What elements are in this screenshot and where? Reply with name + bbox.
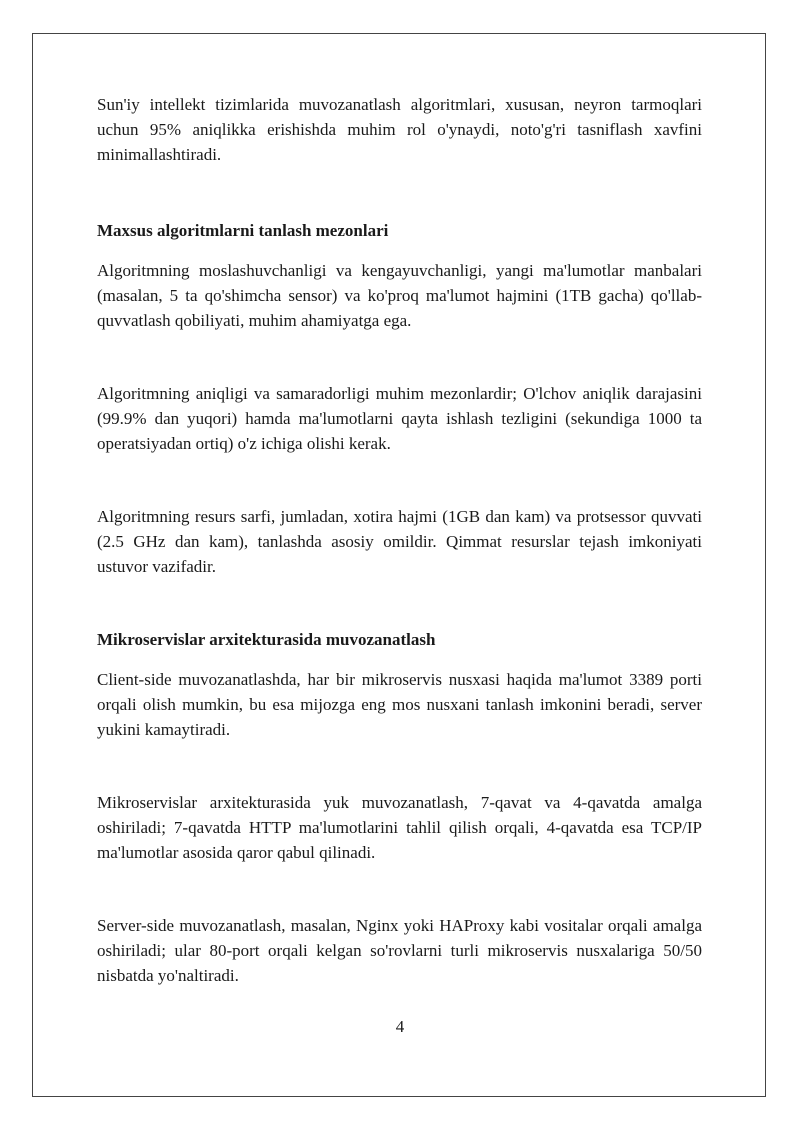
heading-microservices-balancing: Mikroservislar arxitekturasida muvozanatlash <box>97 630 436 649</box>
paragraph-layer-balancing: Mikroservislar arxitekturasida yuk muvozanatlash, 7-qavat va 4-qavatda amalga oshiriladi; 7-qavatda HTTP ma'lumotlarini tahlil qilish orqali, 4-qavatda esa TCP/IP ma'lumotlar asosida qaror qabul qilinadi. <box>97 793 702 862</box>
paragraph-accuracy-efficiency: Algoritmning aniqligi va samaradorligi muhim mezonlardir; O'lchov aniqlik darajasini (99.9% dan yuqori) hamda ma'lumotlarni qayta ishlash tezligini (sekundiga 1000 ta operatsiyadan ortiq) o'z ichiga olishi kerak. <box>97 384 702 453</box>
paragraph-resource-usage: Algoritmning resurs sarfi, jumladan, xotira hajmi (1GB dan kam) va protsessor quvvati (2.5 GHz dan kam), tanlashda asosiy omildir. Qimmat resurslar tejash imkoniyati ustuvor vazifadir. <box>97 507 702 576</box>
paragraph-server-side-balancing: Server-side muvozanatlash, masalan, Nginx yoki HAProxy kabi vositalar orqali amalga oshiriladi; ular 80-port orqali kelgan so'rovlarni turli mikroservis nusxalariga 50/50 nisbatda yo'naltiradi. <box>97 916 702 985</box>
paragraph-ai-balancing: Sun'iy intellekt tizimlarida muvozanatlash algoritmlari, xususan, neyron tarmoqlari uchun 95% aniqlikka erishishda muhim rol o'ynaydi, noto'g'ri tasniflash xavfini minimallashtiradi. <box>97 95 702 164</box>
paragraph-flexibility-scalability: Algoritmning moslashuvchanligi va kengayuvchanligi, yangi ma'lumotlar manbalari (masalan, 5 ta qo'shimcha sensor) va ko'proq ma'lumot hajmini (1TB gacha) qo'llab-quvvatlash qobiliyati, muhim ahamiyatga ega. <box>97 261 702 330</box>
page-content <box>97 92 702 988</box>
page-number: 4 <box>395 1017 405 1036</box>
heading-algorithm-selection-criteria: Maxsus algoritmlarni tanlash mezonlari <box>97 221 389 240</box>
paragraph-client-side-balancing: Client-side muvozanatlashda, har bir mikroservis nusxasi haqida ma'lumot 3389 porti orqali olish mumkin, bu esa mijozga eng mos nusxani tanlash imkonini beradi, server yukini kamaytiradi. <box>97 670 702 739</box>
